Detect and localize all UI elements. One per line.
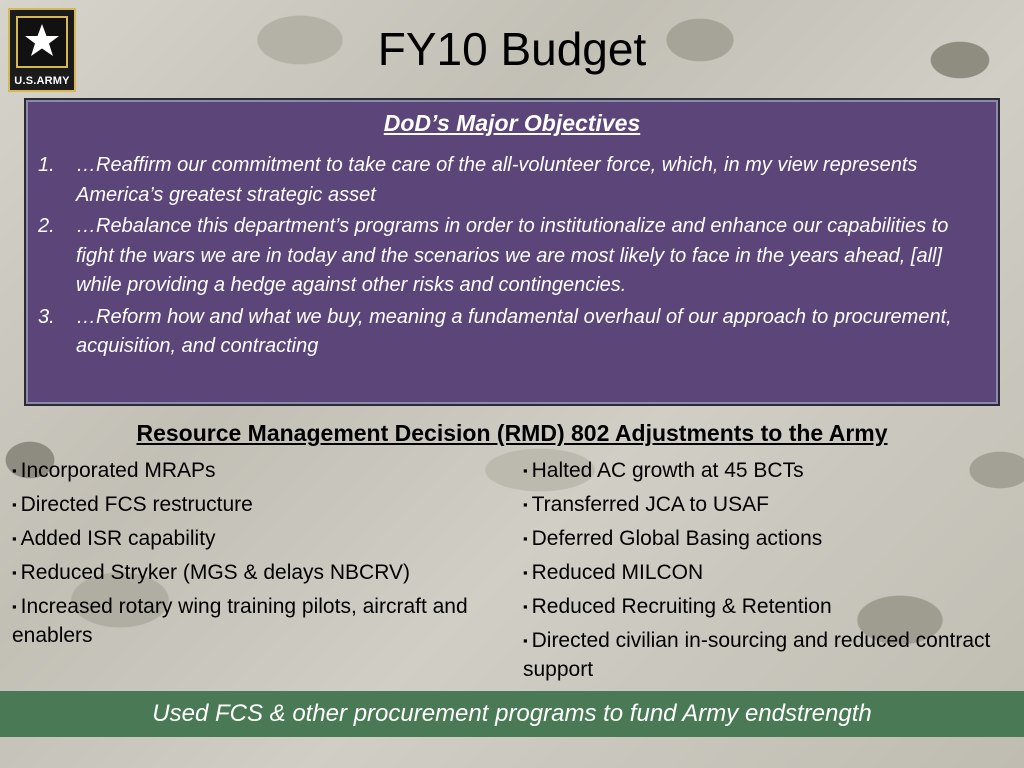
objectives-box: [24, 98, 1000, 406]
list-item-text: Reduced Stryker (MGS & delays NBCRV): [20, 561, 411, 584]
bullet-icon: ▪: [12, 531, 17, 546]
objective-number: 3.: [38, 305, 55, 328]
bullet-icon: ▪: [523, 497, 528, 512]
list-item: [12, 524, 482, 553]
list-item: [523, 456, 1013, 485]
rmd-heading: Resource Management Decision (RMD) 802 Adjustments to the Army: [136, 420, 888, 446]
list-item: [523, 490, 1013, 519]
list-item: [523, 558, 1013, 587]
list-item-text: Deferred Global Basing actions: [531, 527, 823, 550]
bullet-icon: ▪: [12, 497, 17, 512]
list-item-text: Incorporated MRAPs: [20, 459, 216, 482]
objective-item: [26, 212, 998, 301]
rmd-right-column: [523, 456, 1013, 689]
list-item-text: Transferred JCA to USAF: [531, 493, 769, 516]
bullet-icon: ▪: [12, 599, 17, 614]
list-item: [12, 592, 482, 650]
bullet-icon: ▪: [12, 463, 17, 478]
list-item-text: Reduced Recruiting & Retention: [531, 595, 832, 618]
bullet-icon: ▪: [523, 565, 528, 580]
objective-text: …Reform how and what we buy, meaning a fundamental overhaul of our approach to procurement, acquisition, and contracting: [76, 305, 952, 357]
list-item-text: Directed civilian in-sourcing and reduced contract support: [523, 629, 991, 681]
list-item: [12, 456, 482, 485]
list-item-text: Directed FCS restructure: [20, 493, 253, 516]
slide-title: FY10 Budget: [377, 23, 647, 75]
list-item: [12, 490, 482, 519]
list-item: [523, 592, 1013, 621]
objective-item: [26, 151, 998, 210]
list-item: [523, 524, 1013, 553]
bullet-icon: ▪: [523, 599, 528, 614]
list-item-text: Increased rotary wing training pilots, aircraft and enablers: [12, 595, 468, 647]
bullet-icon: ▪: [12, 565, 17, 580]
bullet-icon: ▪: [523, 531, 528, 546]
objective-number: 1.: [38, 154, 55, 176]
bullet-icon: ▪: [523, 633, 528, 648]
footer-banner: Used FCS & other procurement programs to fund Army endstrength: [0, 691, 1024, 737]
objective-text: …Rebalance this department’s programs in order to institutionalize and enhance our capabilities to fight the wars we are in today and the scenarios we are most likely to face in the years ahead, [all] while providing a hedge against other risks and contingencies.: [76, 215, 949, 296]
rmd-left-column: [12, 456, 482, 655]
objectives-heading: DoD’s Major Objectives: [383, 110, 641, 136]
objective-text: …Reaffirm our commitment to take care of the all-volunteer force, which, in my view represents America’s greatest strategic asset: [76, 154, 918, 206]
logo-text: U.S.ARMY: [14, 75, 70, 87]
bullet-icon: ▪: [523, 463, 528, 478]
list-item: [12, 558, 482, 587]
list-item-text: Reduced MILCON: [531, 561, 704, 584]
objective-number: 2.: [38, 215, 55, 237]
list-item-text: Halted AC growth at 45 BCTs: [531, 459, 804, 482]
objective-item: [26, 303, 998, 362]
list-item-text: Added ISR capability: [20, 527, 216, 550]
objectives-list: [26, 151, 998, 362]
list-item: [523, 626, 1013, 684]
